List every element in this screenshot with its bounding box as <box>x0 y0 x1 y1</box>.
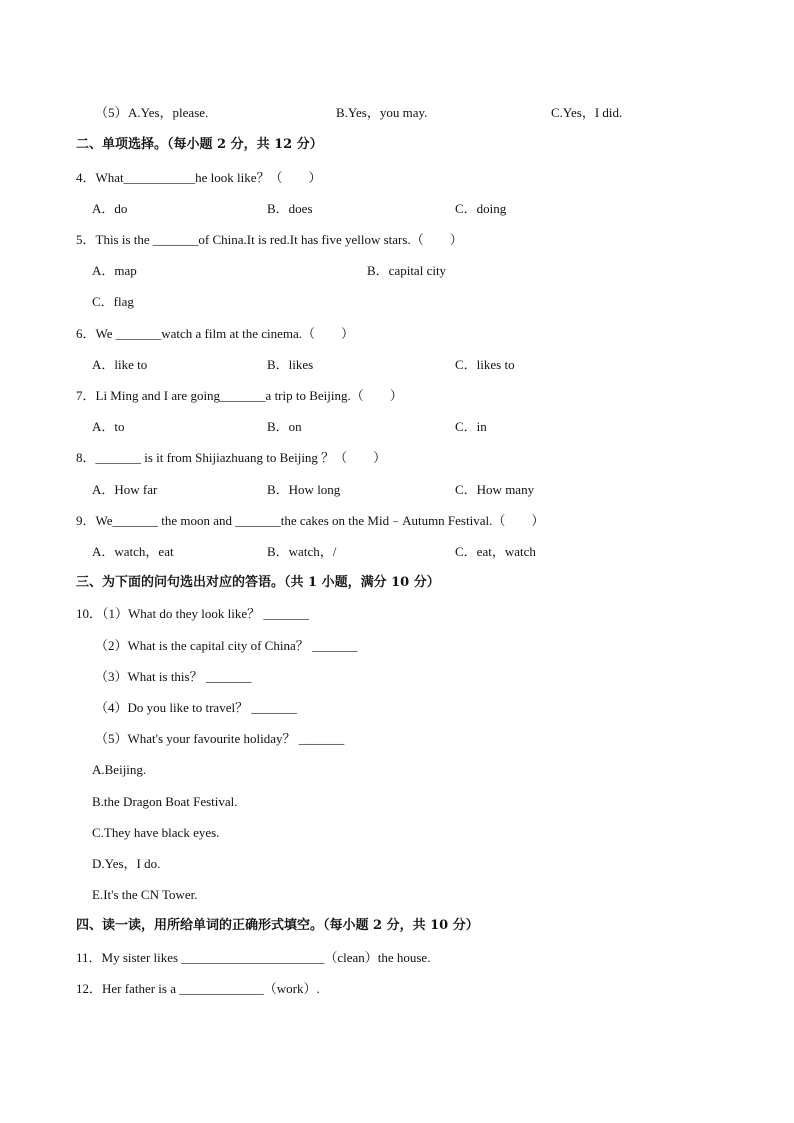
q5b-option-a: A．map <box>92 263 137 278</box>
q5b-option-b: B．capital city <box>367 263 447 278</box>
q9-option-a: A．watch，eat <box>92 544 174 559</box>
answer-d: D.Yes，I do. <box>92 856 161 871</box>
q4-option-a: A．do <box>92 201 128 216</box>
q5b-option-c: C．flag <box>92 294 134 309</box>
q5-option-c: C.Yes，I did. <box>551 105 623 120</box>
q7-stem: 7．Li Ming and I are going_______a trip to Beijing.（ ） <box>76 388 403 403</box>
q5-option-a: A.Yes，please. <box>128 105 209 120</box>
q5-number: （5） <box>95 105 128 120</box>
q8-option-b: B．How long <box>267 482 341 497</box>
q6-stem: 6．We _______watch a film at the cinema.（ ） <box>76 326 355 341</box>
answer-c: C.They have black eyes. <box>92 825 220 840</box>
q4-option-c: C．doing <box>455 201 507 216</box>
q8-option-a: A．How far <box>92 482 158 497</box>
q6-option-b: B．likes <box>267 357 314 372</box>
section-3-heading: 三、为下面的问句选出对应的答语。（共 1 小题，满分 10 分） <box>76 575 440 590</box>
section-4-heading: 四、读一读，用所给单词的正确形式填空。（每小题 2 分，共 10 分） <box>76 918 479 933</box>
q7-option-a: A．to <box>92 419 125 434</box>
q6-option-c: C．likes to <box>455 357 515 372</box>
answer-b: B.the Dragon Boat Festival. <box>92 794 238 809</box>
q10-part-2: （2）What is the capital city of China？ _______ <box>95 638 358 653</box>
q9-option-c: C．eat，watch <box>455 544 536 559</box>
q10-part-5: （5）What's your favourite holiday？ _______ <box>95 731 345 746</box>
q11-stem: 11．My sister likes ______________________（clean）the house. <box>76 950 431 965</box>
q5-option-b: B.Yes，you may. <box>336 105 428 120</box>
q4-option-b: B．does <box>267 201 313 216</box>
q9-stem: 9．We_______ the moon and _______the cakes on the Mid﹣Autumn Festival.（ ） <box>76 513 545 528</box>
section-2-heading: 二、单项选择。（每小题 2 分，共 12 分） <box>76 137 323 152</box>
q8-stem: 8．_______ is it from Shijiazhuang to Beijing ？（ ） <box>76 450 387 465</box>
q4-stem: 4．What___________he look like？（ ） <box>76 170 322 185</box>
q8-option-c: C．How many <box>455 482 535 497</box>
q6-option-a: A．like to <box>92 357 148 372</box>
q10-part-3: （3）What is this？ _______ <box>95 669 252 684</box>
q10-part-1: 10．（1）What do they look like？ _______ <box>76 606 309 621</box>
q7-option-c: C．in <box>455 419 487 434</box>
q9-option-b: B．watch，/ <box>267 544 337 559</box>
answer-e: E.It's the CN Tower. <box>92 887 198 902</box>
q5-stem: 5．This is the _______of China.It is red.It has five yellow stars.（ ） <box>76 232 463 247</box>
q12-stem: 12．Her father is a _____________（work）. <box>76 981 320 996</box>
q10-part-4: （4）Do you like to travel？ _______ <box>95 700 297 715</box>
answer-a: A.Beijing. <box>92 762 147 777</box>
q7-option-b: B．on <box>267 419 302 434</box>
